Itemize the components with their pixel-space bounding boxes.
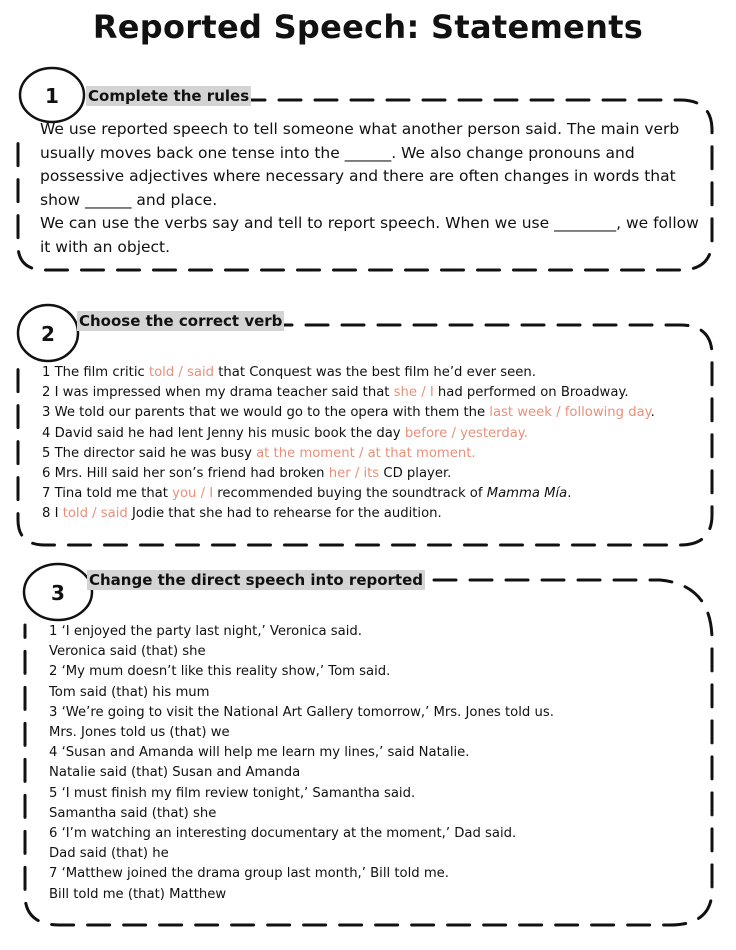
section-3-heading: Change the direct speech into reported (89, 571, 424, 589)
item-number: 5 (42, 445, 51, 461)
answer-options: she / I (393, 385, 434, 401)
verb-choice-item (42, 424, 655, 444)
verb-choice-item (42, 403, 655, 423)
item-number: 8 (42, 506, 51, 522)
item-number: 4 (42, 425, 51, 441)
direct-speech-line: 4 ‘Susan and Amanda will help me learn my lines,’ said Natalie. (49, 745, 470, 761)
item-number: 1 (42, 365, 51, 380)
item-text: . (650, 405, 655, 421)
page-title: Reported Speech: Statements (92, 8, 644, 46)
item-text: David said he had lent Jenny his music book the day (54, 425, 405, 441)
item-text: Jodie that she had to rehearse for the audition. (127, 506, 442, 522)
item-text: I was impressed when my drama teacher said that (54, 385, 394, 401)
item-text: The film critic (54, 365, 149, 380)
reported-speech-prompt: Samantha said (that) she (49, 805, 217, 821)
verb-choice-item (42, 504, 655, 524)
verb-choice-item (42, 464, 655, 484)
direct-speech-line: 7 ‘Matthew joined the drama group last month,’ Bill told me. (49, 866, 449, 882)
item-title: Mamma Mía (486, 486, 568, 502)
item-number: 7 (42, 486, 51, 502)
rules-paragraph: We can use the verbs say and tell to report speech. When we use ________, we follow it with an object. (40, 214, 699, 256)
direct-speech-line: 1 ‘I enjoyed the party last night,’ Veronica said. (49, 624, 362, 639)
section-2-heading: Choose the correct verb (79, 312, 283, 330)
answer-options: told / said (148, 365, 215, 380)
verb-choice-item (42, 444, 655, 464)
reported-speech-prompt: Natalie said (that) Susan and Amanda (49, 765, 301, 781)
verb-choice-item (42, 363, 655, 383)
reported-speech-prompt: Mrs. Jones told us (that) we (49, 725, 230, 741)
item-text: . (567, 486, 572, 502)
verb-choice-item (42, 484, 655, 504)
section-1-number: 1 (45, 84, 59, 108)
item-number: 6 (42, 466, 51, 482)
verb-choice-item (42, 383, 655, 403)
item-text: recommended buying the soundtrack of (213, 486, 487, 502)
item-text: Tina told me that (54, 486, 173, 502)
section-3-number: 3 (51, 581, 65, 605)
answer-options: at the moment / at that moment. (256, 445, 476, 461)
direct-speech-line: 2 ‘My mum doesn’t like this reality show,’ Tom said. (49, 664, 391, 680)
item-text: We told our parents that we would go to the opera with them the (54, 405, 490, 421)
direct-speech-line: 3 ‘We’re going to visit the National Art Gallery tomorrow,’ Mrs. Jones told us. (49, 704, 554, 720)
item-text: CD player. (379, 466, 452, 482)
item-number: 3 (42, 405, 51, 421)
reported-speech-prompt: Veronica said (that) she (49, 644, 206, 660)
item-text: Mrs. Hill said her son’s friend had broken (54, 466, 329, 482)
direct-speech-line: 6 ‘I’m watching an interesting documentary at the moment,’ Dad said. (49, 826, 517, 842)
verb-choice-list (42, 363, 655, 525)
rules-paragraph: We use reported speech to tell someone what another person said. The main verb usually moves back one tense into the ______. We also change pronouns and possessive adjectives where necessary and there are often changes in words that show ______ and place. (40, 120, 680, 209)
answer-options: you / I (172, 486, 214, 502)
reported-speech-prompt: Dad said (that) he (49, 846, 169, 862)
section-2-number: 2 (41, 322, 55, 346)
section-1-heading: Complete the rules (88, 87, 250, 105)
direct-speech-line: 5 ‘I must finish my film review tonight,’ Samantha said. (49, 785, 416, 801)
answer-options: before / yesterday. (404, 425, 528, 441)
item-text: I (54, 506, 63, 522)
item-text: had performed on Broadway. (433, 385, 629, 401)
reported-speech-prompt: Bill told me (that) Matthew (49, 886, 227, 902)
direct-speech-list (49, 622, 554, 905)
answer-options: told / said (62, 506, 128, 522)
item-text: The director said he was busy (54, 445, 257, 461)
answer-options: her / its (328, 466, 380, 482)
item-number: 2 (42, 385, 51, 401)
reported-speech-prompt: Tom said (that) his mum (49, 684, 210, 700)
section-1-rules (40, 118, 700, 259)
answer-options: last week / following day (489, 405, 651, 421)
item-text: that Conquest was the best film he’d ever seen. (214, 365, 536, 380)
